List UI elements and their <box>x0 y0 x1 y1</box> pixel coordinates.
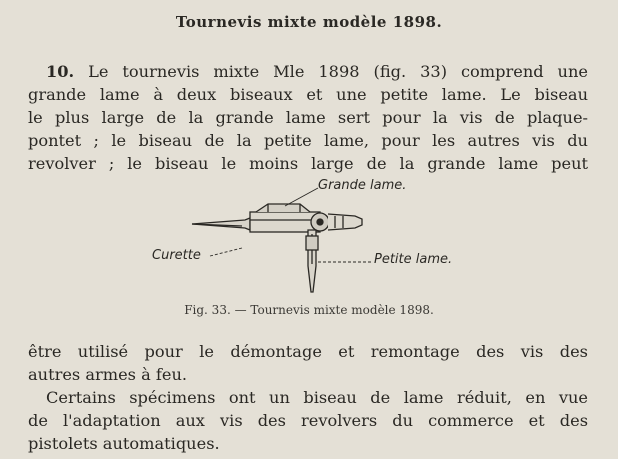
label-curette: Curette <box>152 248 201 263</box>
paragraph-line: de l'adaptation aux vis des revolvers du commerce et des <box>28 411 588 430</box>
paragraph-line <box>28 60 588 83</box>
paragraph-line: autres armes à feu. <box>28 365 188 384</box>
paragraph-line: Certains spécimens ont un biseau de lame réduit, en vue <box>46 388 588 407</box>
paragraph-number: 10. <box>46 62 75 81</box>
paragraph-line: le plus large de la grande lame sert pour la vis de plaque- <box>28 108 588 127</box>
paragraph-line: revolver ; le biseau le moins large de la grande lame peut <box>28 154 588 173</box>
paragraph-line: pontet ; le biseau de la petite lame, pour les autres vis du <box>28 131 588 150</box>
paragraph-10 <box>28 60 588 175</box>
paragraph-specimens <box>28 386 588 455</box>
screwdriver-illustration <box>150 168 470 318</box>
paragraph-line: pistolets automatiques. <box>28 434 220 453</box>
paragraph-line-text: Le tournevis mixte Mle 1898 (fig. 33) comprend une <box>88 62 588 81</box>
figure-caption: Fig. 33. — Tournevis mixte modèle 1898. <box>184 303 434 317</box>
section-title: Tournevis mixte modèle 1898. <box>175 13 443 31</box>
label-petite-lame: Petite lame. <box>374 252 453 267</box>
label-grande-lame: Grande lame. <box>318 178 407 193</box>
paragraph-continuation <box>28 340 588 386</box>
paragraph-line: être utilisé pour le démontage et remontage des vis des <box>28 342 588 361</box>
paragraph-line: grande lame à deux biseaux et une petite lame. Le biseau <box>28 85 588 104</box>
figure-screwdriver <box>150 168 470 318</box>
